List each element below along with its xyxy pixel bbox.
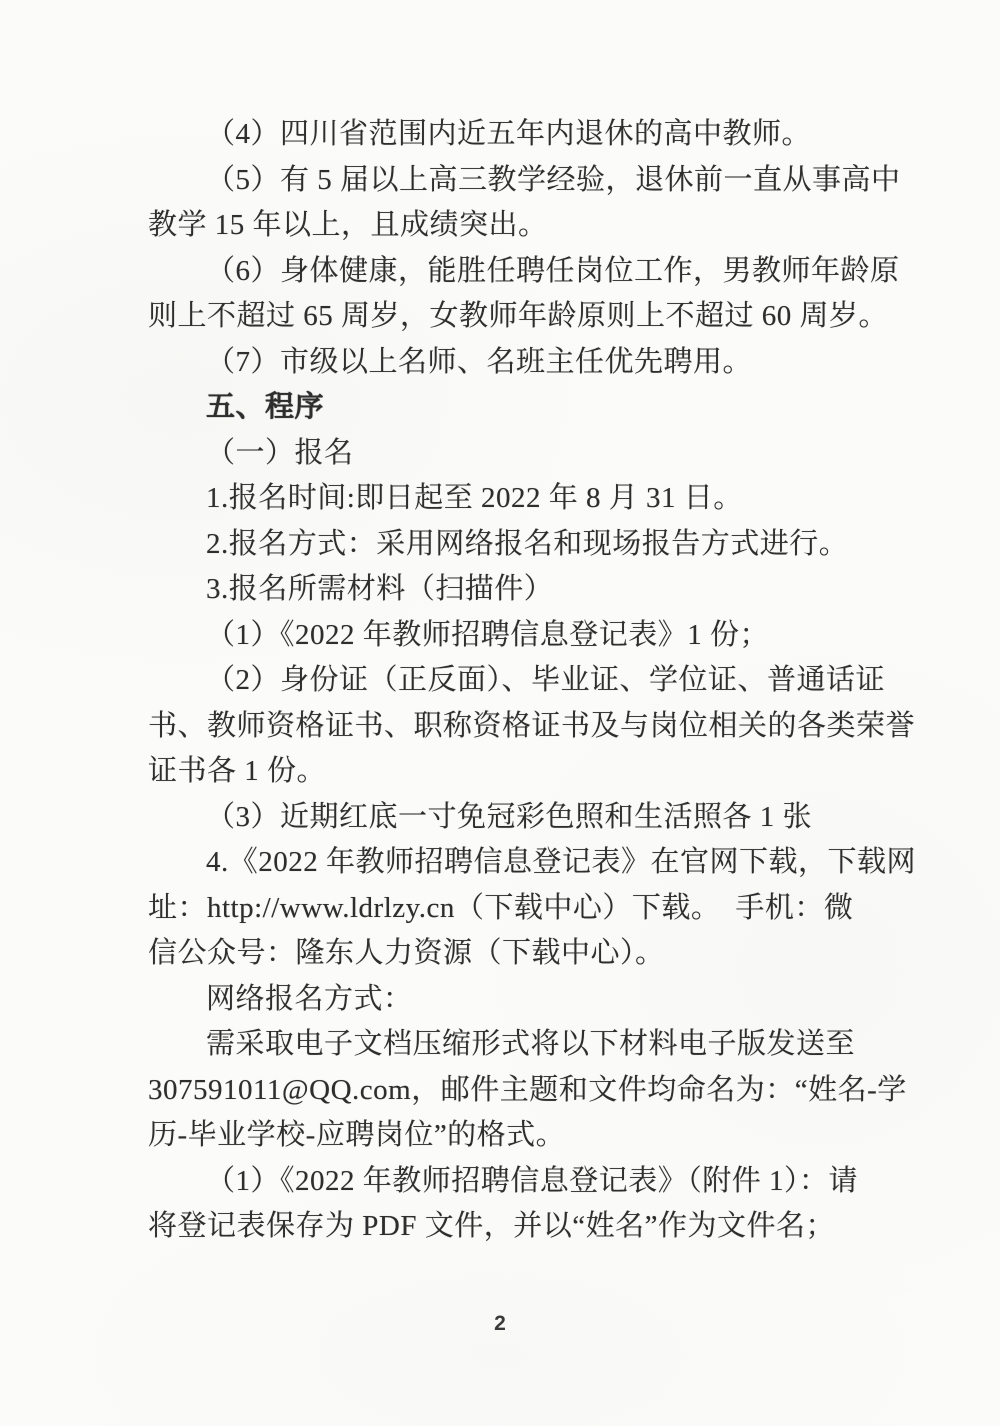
text-line: 则上不超过 65 周岁，女教师年龄原则上不超过 60 周岁。 xyxy=(148,300,889,332)
text-line: 1.报名时间:即日起至 2022 年 8 月 31 日。 xyxy=(206,482,743,514)
text-line: （3）近期红底一寸免冠彩色照和生活照各 1 张 xyxy=(206,800,813,833)
text-line: 证书各 1 份。 xyxy=(148,755,327,787)
text-line: 3.报名所需材料（扫描件） xyxy=(206,573,554,605)
page-number: 2 xyxy=(494,1312,506,1335)
text-line: （7）市级以上名师、名班主任优先聘用。 xyxy=(206,345,753,378)
text-line: 信公众号：隆东人力资源（下载中心）。 xyxy=(148,937,665,969)
text-line: （4）四川省范围内近五年内退休的高中教师。 xyxy=(206,118,812,150)
text-line: 4.《2022 年教师招聘信息登记表》在官网下载，下载网 xyxy=(206,846,917,878)
text-line: 教学 15 年以上，且成绩突出。 xyxy=(148,209,548,241)
text-line: 历-毕业学校-应聘岗位”的格式。 xyxy=(148,1119,566,1151)
text-line: （6）身体健康，能胜任聘任岗位工作，男教师年龄原 xyxy=(206,254,900,287)
text-line: 2.报名方式：采用网络报名和现场报告方式进行。 xyxy=(206,527,849,560)
text-line: 址：http://www.ldrlzy.cn（下载中心）下载。 手机：微 xyxy=(148,891,854,924)
section-heading: 五、程序 xyxy=(206,391,325,423)
text-line: （1）《2022 年教师招聘信息登记表》（附件 1）：请 xyxy=(206,1164,859,1197)
text-line: （一）报名 xyxy=(206,436,354,469)
text-line: （1）《2022 年教师招聘信息登记表》1 份； xyxy=(206,618,770,651)
text-line: 将登记表保存为 PDF 文件，并以“姓名”作为文件名； xyxy=(148,1210,835,1242)
text-line: 网络报名方式： xyxy=(206,982,413,1015)
text-line: （2）身份证（正反面）、毕业证、学位证、普通话证 xyxy=(206,664,886,696)
text-line: （5）有 5 届以上高三教学经验，退休前一直从事高中 xyxy=(206,163,901,196)
text-line: 307591011@QQ.com，邮件主题和文件均命名为：“姓名-学 xyxy=(148,1073,907,1106)
text-line: 需采取电子文档压缩形式将以下材料电子版发送至 xyxy=(206,1028,856,1060)
text-line: 书、教师资格证书、职称资格证书及与岗位相关的各类荣誉 xyxy=(148,709,916,742)
document-body xyxy=(148,112,938,1250)
